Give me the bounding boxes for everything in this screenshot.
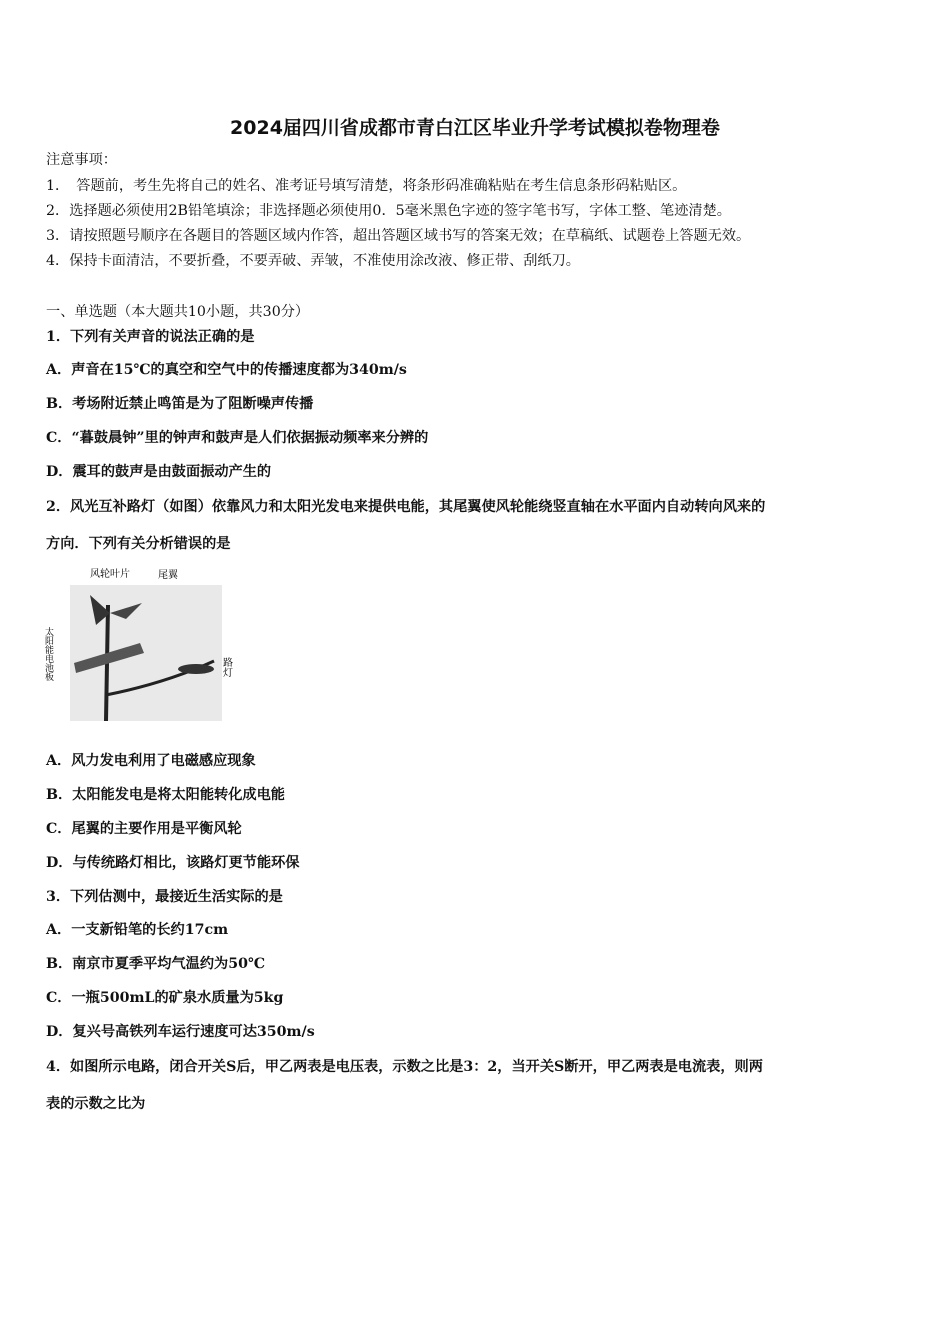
wind-solar-streetlight-figure [43, 565, 232, 723]
page-title: 2024届四川省成都市青白江区毕业升学考试模拟卷物理卷 [230, 117, 720, 139]
label-tail: 尾翼 [158, 570, 178, 581]
question-stem: 4．如图所示电路，闭合开关S后，甲乙两表是电压表，示数之比是3：2，当开关S断开，甲乙两表是电流表，则两 [46, 1059, 763, 1075]
streetlight-illustration [43, 565, 232, 723]
question-stem-continued: 表的示数之比为 [46, 1096, 146, 1112]
question-stem: 3．下列估测中，最接近生活实际的是 [46, 889, 283, 905]
notice-item: 4．保持卡面清洁，不要折叠，不要弄破、弄皱，不准使用涂改液、修正带、刮纸刀。 [46, 253, 580, 269]
section-heading: 一、单选题（本大题共10小题，共30分） [46, 304, 310, 320]
label-blades: 风轮叶片 [90, 569, 130, 580]
option-b: B．太阳能发电是将太阳能转化成电能 [46, 787, 285, 803]
option-d: D．与传统路灯相比，该路灯更节能环保 [46, 855, 300, 871]
option-c: C．尾翼的主要作用是平衡风轮 [46, 821, 242, 837]
option-a: A．声音在15℃的真空和空气中的传播速度都为340m/s [46, 362, 407, 378]
lamp-head-shape [178, 664, 214, 674]
option-d: D．震耳的鼓声是由鼓面振动产生的 [46, 464, 272, 480]
option-c: C．一瓶500mL的矿泉水质量为5kg [46, 990, 284, 1006]
question-stem: 2．风光互补路灯（如图）依靠风力和太阳光发电来提供电能，其尾翼使风轮能绕竖直轴在水平面内自动转向风来的 [46, 499, 766, 515]
option-c: C．“暮鼓晨钟”里的钟声和鼓声是人们依据振动频率来分辨的 [46, 430, 429, 446]
option-a: A．一支新铅笔的长约17cm [46, 922, 229, 938]
option-b: B．南京市夏季平均气温约为50℃ [46, 956, 265, 972]
notice-item: 1． 答题前，考生先将自己的姓名、准考证号填写清楚，将条形码准确粘贴在考生信息条形码粘贴区。 [46, 178, 687, 194]
option-b: B．考场附近禁止鸣笛是为了阻断噪声传播 [46, 396, 314, 412]
notice-heading: 注意事项： [46, 152, 117, 168]
option-a: A．风力发电利用了电磁感应现象 [46, 753, 256, 769]
notice-item: 2．选择题必须使用2B铅笔填涂；非选择题必须使用0．5毫米黑色字迹的签字笔书写，字体工整、笔迹清楚。 [46, 203, 731, 219]
option-d: D．复兴号高铁列车运行速度可达350m/s [46, 1024, 315, 1040]
notice-item: 3．请按照题号顺序在各题目的答题区域内作答，超出答题区域书写的答案无效；在草稿纸、试题卷上答题无效。 [46, 228, 751, 244]
question-stem: 1．下列有关声音的说法正确的是 [46, 329, 255, 345]
question-stem-continued: 方向．下列有关分析错误的是 [46, 536, 231, 552]
label-lamp: 路灯 [220, 657, 232, 677]
label-panel: 太阳能电池板 [43, 627, 53, 681]
